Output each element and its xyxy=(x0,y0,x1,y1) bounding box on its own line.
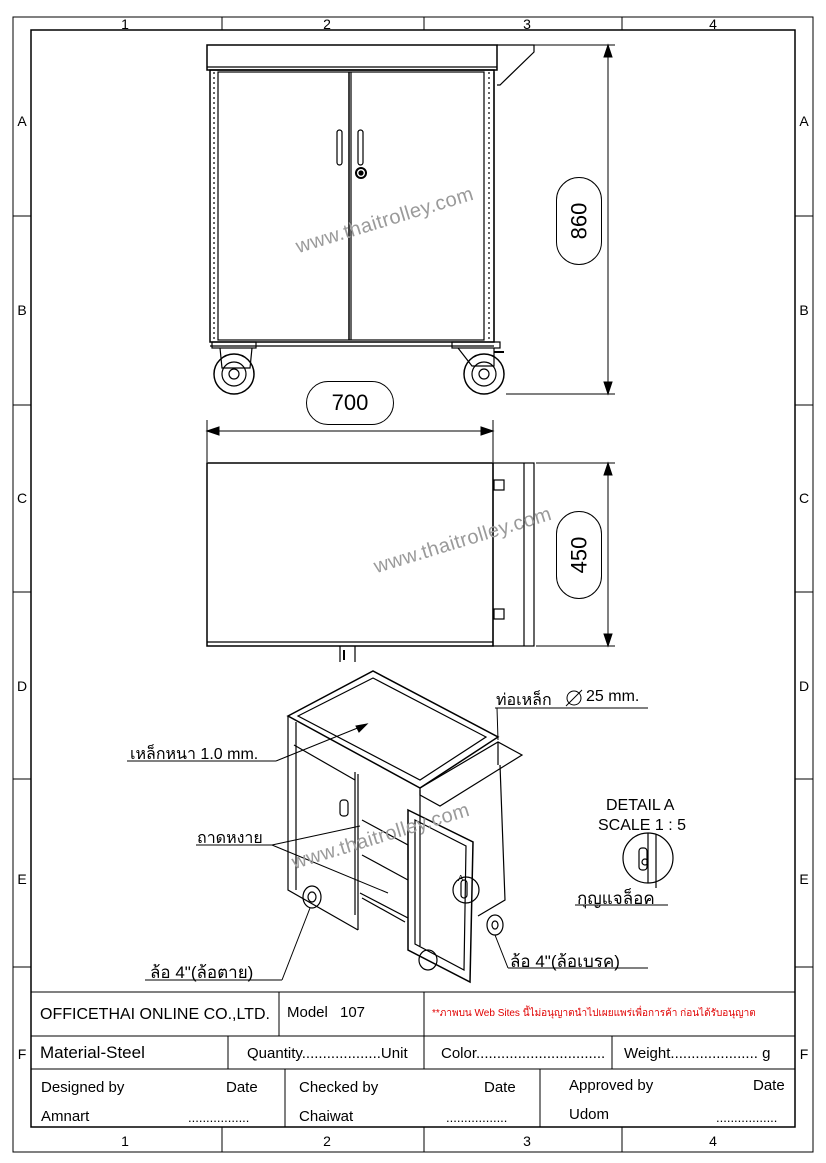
designed-by-label: Designed by xyxy=(41,1079,125,1096)
designed-date-label: Date xyxy=(226,1079,258,1096)
callout-tube-size: 25 mm. xyxy=(586,688,640,705)
grid-row-f: F xyxy=(17,1046,27,1062)
callout-wheel-brake: ล้อ 4"(ล้อเบรค) xyxy=(510,952,620,971)
copyright-notice: **ภาพบน Web Sites นี้ไม่อนุญาตนำไปเผยแพร่เพื่อการค้า ก่อนได้รับอนุญาต xyxy=(432,1008,756,1019)
grid-row-c: C xyxy=(16,490,28,506)
grid-row-a-right: A xyxy=(799,113,809,129)
grid-col-2: 2 xyxy=(323,16,331,32)
approved-date-blank: ................. xyxy=(716,1110,778,1125)
grid-col-4: 4 xyxy=(709,16,717,32)
detail-title: DETAIL A xyxy=(606,797,675,814)
grid-row-b: B xyxy=(17,302,27,318)
grid-row-d: D xyxy=(16,678,28,694)
approved-by-name: Udom xyxy=(569,1106,610,1123)
checked-by-name: Chaiwat xyxy=(299,1108,354,1125)
checked-by-label: Checked by xyxy=(299,1079,379,1096)
grid-row-e: E xyxy=(17,871,27,887)
grid-row-f-right: F xyxy=(799,1046,809,1062)
grid-col-1-bottom: 1 xyxy=(121,1133,129,1149)
grid-col-2-bottom: 2 xyxy=(323,1133,331,1149)
designed-by-name: Amnart xyxy=(41,1108,90,1125)
depth-dimension-value: 450 xyxy=(566,536,591,574)
material: Material-Steel xyxy=(40,1043,145,1062)
callout-wheel-fixed: ล้อ 4"(ล้อตาย) xyxy=(150,963,254,982)
grid-row-c-right: C xyxy=(798,490,810,506)
detail-letter: A xyxy=(458,874,464,883)
grid-row-b-right: B xyxy=(799,302,809,318)
height-dimension-value: 860 xyxy=(566,202,591,240)
model-label: Model xyxy=(287,1004,328,1021)
weight-field: Weight..................... g xyxy=(624,1045,771,1062)
checked-date-label: Date xyxy=(484,1079,516,1096)
width-dimension-value: 700 xyxy=(331,390,369,415)
grid-col-3-bottom: 3 xyxy=(523,1133,531,1149)
color-field: Color............................... xyxy=(441,1045,606,1062)
watermark-iso: www.thaitrolley.com xyxy=(289,798,473,875)
model-value: 107 xyxy=(340,1004,366,1021)
designed-date-blank: ................. xyxy=(188,1110,250,1125)
approved-by-label: Approved by xyxy=(569,1077,654,1094)
watermark-front: www.thaitrolley.com xyxy=(293,182,477,259)
callout-tray: ถาดหงาย xyxy=(197,830,263,847)
checked-date-blank: ................. xyxy=(446,1110,508,1125)
quantity-field: Quantity...................Unit xyxy=(247,1045,408,1062)
callout-tube: ท่อเหล็ก xyxy=(496,692,552,709)
grid-col-4-bottom: 4 xyxy=(709,1133,717,1149)
grid-row-e-right: E xyxy=(799,871,809,887)
grid-row-d-right: D xyxy=(798,678,810,694)
watermark-top: www.thaitrolley.com xyxy=(371,502,555,579)
approved-date-label: Date xyxy=(753,1077,785,1094)
company-name: OFFICETHAI ONLINE CO.,LTD. xyxy=(40,1006,270,1023)
detail-scale: SCALE 1 : 5 xyxy=(598,817,687,834)
grid-col-1: 1 xyxy=(121,16,129,32)
callout-steel-thickness: เหล็กหนา 1.0 mm. xyxy=(130,746,259,763)
grid-col-3: 3 xyxy=(523,16,531,32)
callout-lock: กุญแจล็อค xyxy=(577,889,655,908)
grid-row-a: A xyxy=(17,113,27,129)
